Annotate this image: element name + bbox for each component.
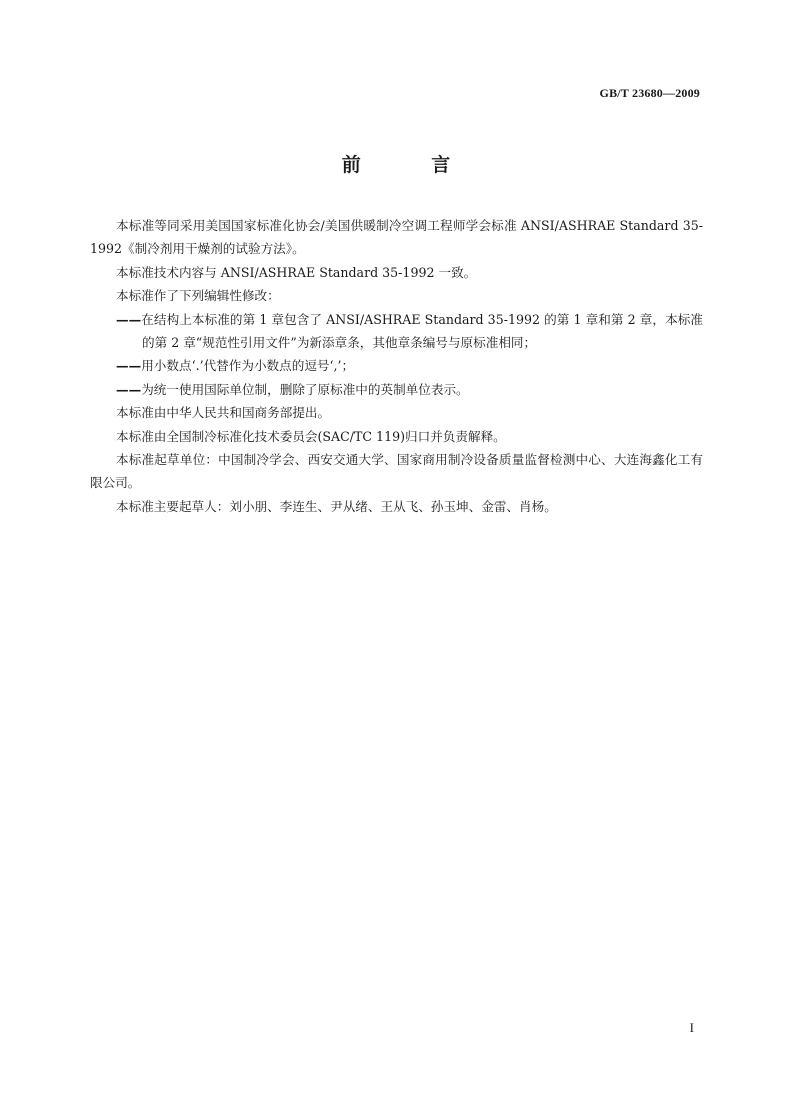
paragraph-technical-content: 本标准技术内容与 ANSI/ASHRAE Standard 35-1992 一致。 xyxy=(116,264,477,280)
page-number: I xyxy=(689,1020,694,1035)
list-dash: —— xyxy=(116,311,142,327)
foreword-body xyxy=(90,214,703,518)
list-item-structure xyxy=(90,308,703,355)
standard-number: GB/T 23680—2009 xyxy=(599,86,700,100)
list-item-text: 在结构上本标准的第 1 章包含了 ANSI/ASHRAE Standard 35-1992 的第 1 章和第 2 章，本标准的第 2 章“规范性引用文件”为新添章条，其他章条编号与原标准相同； xyxy=(141,311,703,351)
paragraph-centralized-by: 本标准由全国制冷标准化技术委员会(SAC/TC 119)归口并负责解释。 xyxy=(116,428,506,444)
paragraph-adoption: 本标准等同采用美国国家标准化协会/美国供暖制冷空调工程师学会标准 ANSI/ASHRAE Standard 35-1992《制冷剂用干燥剂的试验方法》。 xyxy=(90,218,703,257)
list-item-si-units xyxy=(90,378,703,401)
paragraph-editorial-changes: 本标准作了下列编辑性修改： xyxy=(116,288,280,304)
list-item-decimal-point xyxy=(90,354,703,377)
list-item-text: 为统一使用国际单位制，删除了原标准中的英制单位表示。 xyxy=(141,381,469,397)
list-item-text: 用小数点‘.’代替作为小数点的逗号‘,’； xyxy=(141,358,355,374)
list-dash: —— xyxy=(116,381,142,397)
paragraph-drafting-units: 本标准起草单位：中国制冷学会、西安交通大学、国家商用制冷设备质量监督检测中心、大连海鑫化工有限公司。 xyxy=(90,452,703,491)
paragraph-proposed-by: 本标准由中华人民共和国商务部提出。 xyxy=(116,405,331,421)
page-title: 前 言 xyxy=(341,154,483,176)
paragraph-drafters: 本标准主要起草人：刘小朋、李连生、尹从绪、王从飞、孙玉坤、金雷、肖杨。 xyxy=(116,498,557,514)
list-dash: —— xyxy=(116,358,142,374)
